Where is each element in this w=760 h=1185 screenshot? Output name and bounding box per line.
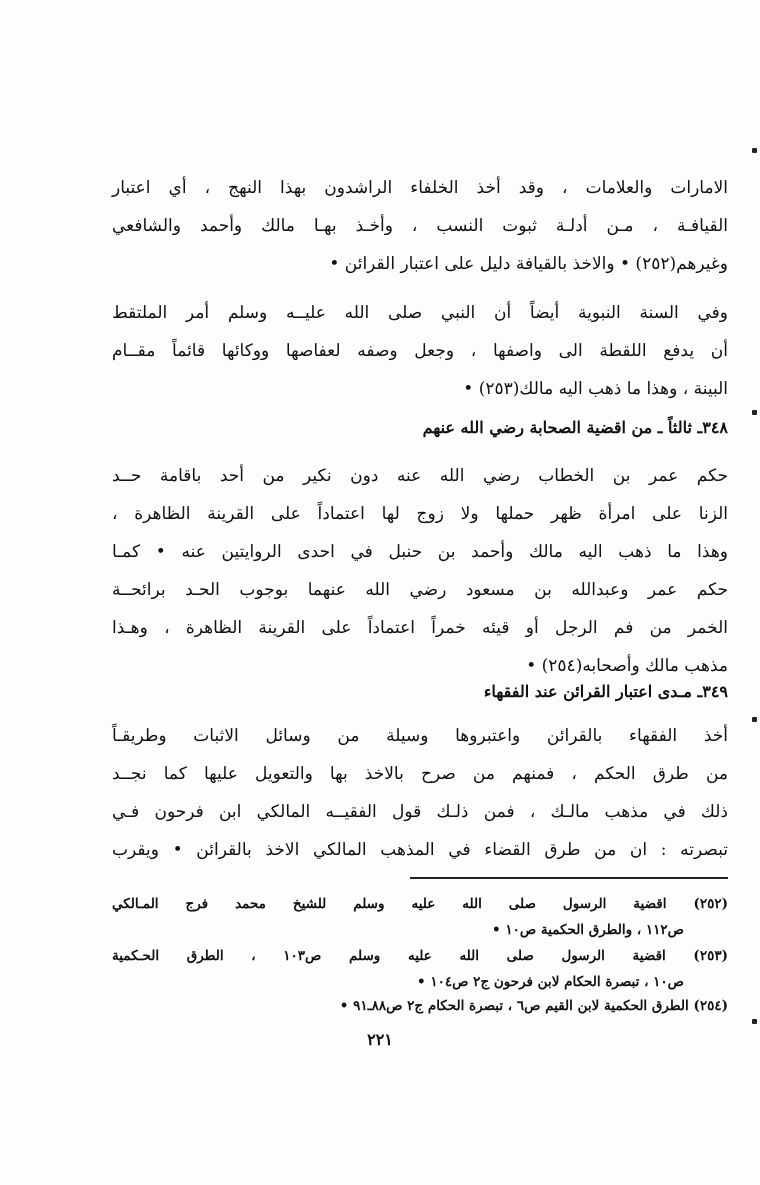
page-number: ٢٢١	[367, 1030, 393, 1049]
footnote-254	[112, 993, 728, 1019]
text-line: وفي السنة النبوية أيضاً أن النبي صلى الله عليــه وسلم أمر الملتقط	[112, 303, 728, 323]
text-line: القيافـة ، مـن أدلـة ثبوت النسب ، وأخـذ بهـا مالك وأحمد والشافعي	[112, 216, 728, 236]
text-line: حكم عمر وعبدالله بن مسعود رضي الله عنهما بوجوب الحـد برائحــة	[112, 580, 728, 600]
footnote-separator	[410, 877, 728, 879]
paragraph-3	[112, 457, 728, 685]
text-line: وهذا ما ذهب اليه مالك وأحمد بن حنبل في احدى الروايتين عنه • كمـا	[112, 542, 728, 562]
text-line: الامارات والعلامات ، وقد أخذ الخلفاء الراشدون بهذا النهج ، أي اعتبار	[112, 178, 728, 198]
text-line: تبصرته : ان من طرق القضاء في المذهب المالكي الاخذ بالقرائن • ويقرب	[112, 840, 728, 860]
text-line: أن يدفع اللقطة الى واصفها ، وجعل وصفه لعفاصها ووكائها قائماً مقــام	[112, 341, 728, 361]
footnote-line: (٢٥٣) اقضية الرسول صلى الله عليه وسلم ص١٠٣ ، الطرق الحـكمية	[112, 948, 728, 964]
text-line: مذهب مالك وأصحابه(٢٥٤) •	[526, 656, 728, 676]
scan-mark	[752, 1019, 757, 1024]
paragraph-2	[112, 294, 728, 408]
text-line: البينة ، وهذا ما ذهب اليه مالك(٢٥٣) •	[463, 379, 728, 399]
footnote-253	[112, 943, 728, 995]
scan-mark	[752, 410, 757, 415]
footnote-line: (٢٥٢) اقضية الرسول صلى الله عليه وسلم للشيخ محمد فرج المـالكي	[112, 896, 728, 912]
text-line: حكم عمر بن الخطاب رضي الله عنه دون نكير من أحد باقامة حــد	[112, 466, 728, 486]
scan-mark	[752, 717, 757, 722]
paragraph-4	[112, 717, 728, 869]
text-line: الزنا على امرأة ظهر حملها ولا زوج لها اعتماداً على القرينة الظاهرة ،	[112, 504, 728, 524]
text-line: الخمر من فم الرجل أو قيئه خمراً اعتماداً على القرينة الظاهرة ، وهـذا	[112, 618, 728, 638]
text-line: ذلك في مذهب مالـك ، فمن ذلـك قول الفقيــه المالكي ابن فرحون فـي	[112, 802, 728, 822]
footnote-line: (٢٥٤) الطرق الحكمية لابن القيم ص٦ ، تبصرة الحكام ج٢ ص٨٨ـ٩١ •	[339, 998, 728, 1014]
section-heading-348: ٣٤٨ـ ثالثاً ـ من اقضية الصحابة رضي الله عنهم	[422, 418, 728, 437]
text-line: وغيرهم(٢٥٢) • والاخذ بالقيافة دليل على اعتبار القرائن •	[329, 254, 728, 274]
footnote-line: ص١١٢ ، والطرق الحكمية ص١٠ •	[492, 922, 684, 938]
paragraph-1	[112, 169, 728, 283]
footnote-252	[112, 891, 728, 943]
scan-mark	[752, 148, 757, 153]
text-line: من طرق الحكم ، فمنهم من صرح بالاخذ بها والتعويل عليها كما نجــد	[112, 764, 728, 784]
text-line: أخذ الفقهاء بالقرائن واعتبروها وسيلة من وسائل الاثبات وطريقـاً	[112, 726, 728, 746]
footnote-line: ص١٠ ، تبصرة الحكام لابن فرحون ج٢ ص١٠٤ •	[417, 974, 684, 990]
section-heading-349: ٣٤٩ـ مـدى اعتبار القرائن عند الفقهاء	[483, 682, 728, 701]
